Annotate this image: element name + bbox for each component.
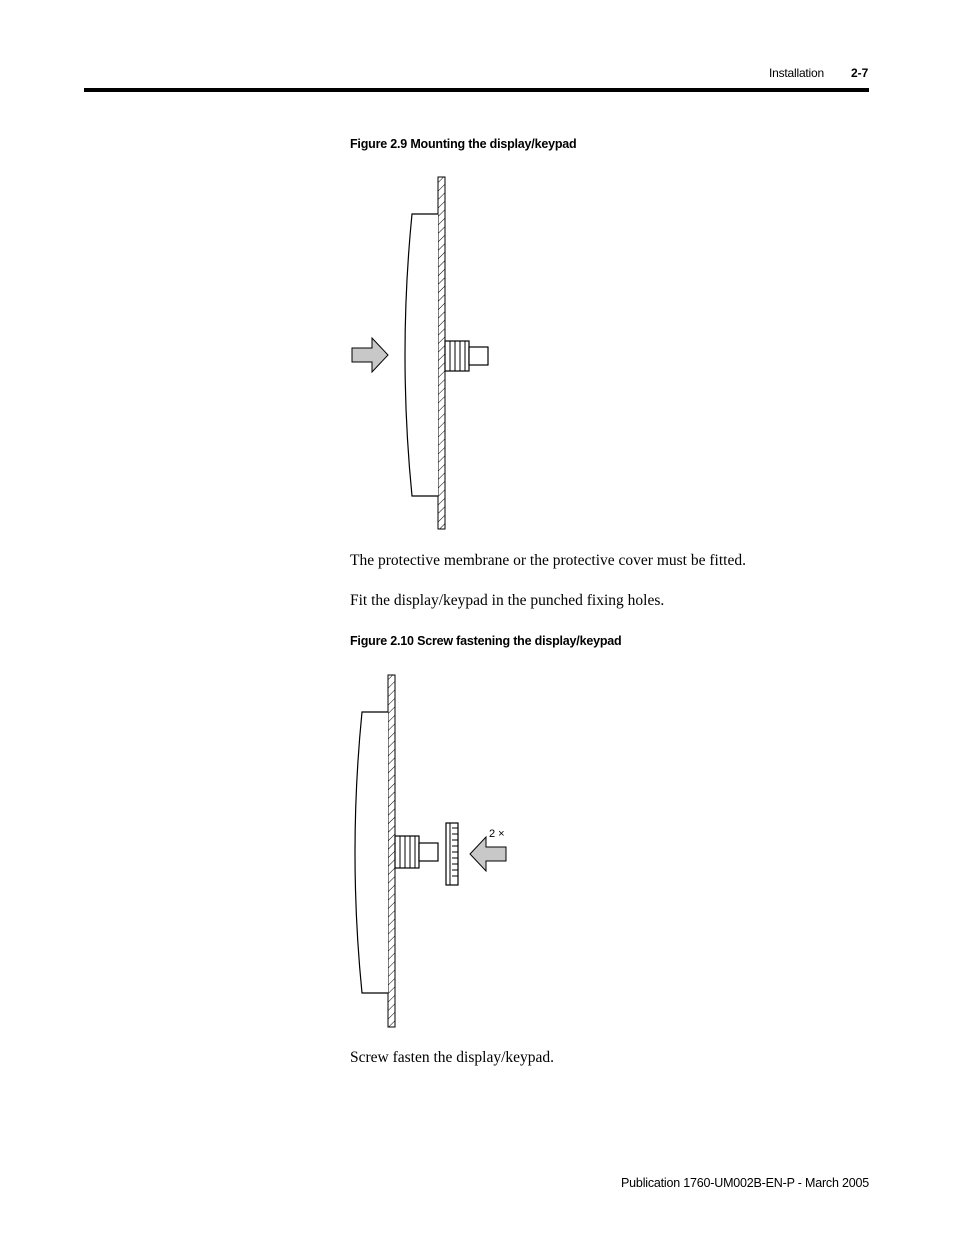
paragraph-screw-fasten: Screw fasten the display/keypad.: [350, 1049, 555, 1066]
figure-2-9-drawing: [340, 170, 520, 540]
arrow-left-icon: [470, 837, 506, 871]
figure-2-9-caption: Figure 2.9 Mounting the display/keypad: [350, 137, 577, 151]
mounting-panel: [438, 177, 445, 529]
figure-2-10-caption: Figure 2.10 Screw fastening the display/keypad: [350, 634, 622, 648]
figure-2-10-drawing: [340, 668, 530, 1038]
quantity-label: 2 ×: [489, 828, 505, 840]
display-keypad-body: [355, 712, 388, 993]
fixing-stub: [469, 347, 488, 365]
paragraph-fit-keypad: Fit the display/keypad in the punched fixing holes.: [350, 592, 665, 609]
mounting-panel: [388, 675, 395, 1027]
publication-footer: Publication 1760-UM002B-EN-P - March 2005: [621, 1176, 869, 1190]
page-number: 2-7: [851, 66, 869, 80]
running-header-section: Installation: [769, 66, 824, 80]
header-rule: [84, 88, 869, 92]
arrow-right-icon: [352, 338, 388, 372]
fixing-stub: [419, 843, 438, 861]
display-keypad-body: [405, 214, 438, 496]
paragraph-protective-cover: The protective membrane or the protective cover must be fitted.: [350, 552, 746, 569]
